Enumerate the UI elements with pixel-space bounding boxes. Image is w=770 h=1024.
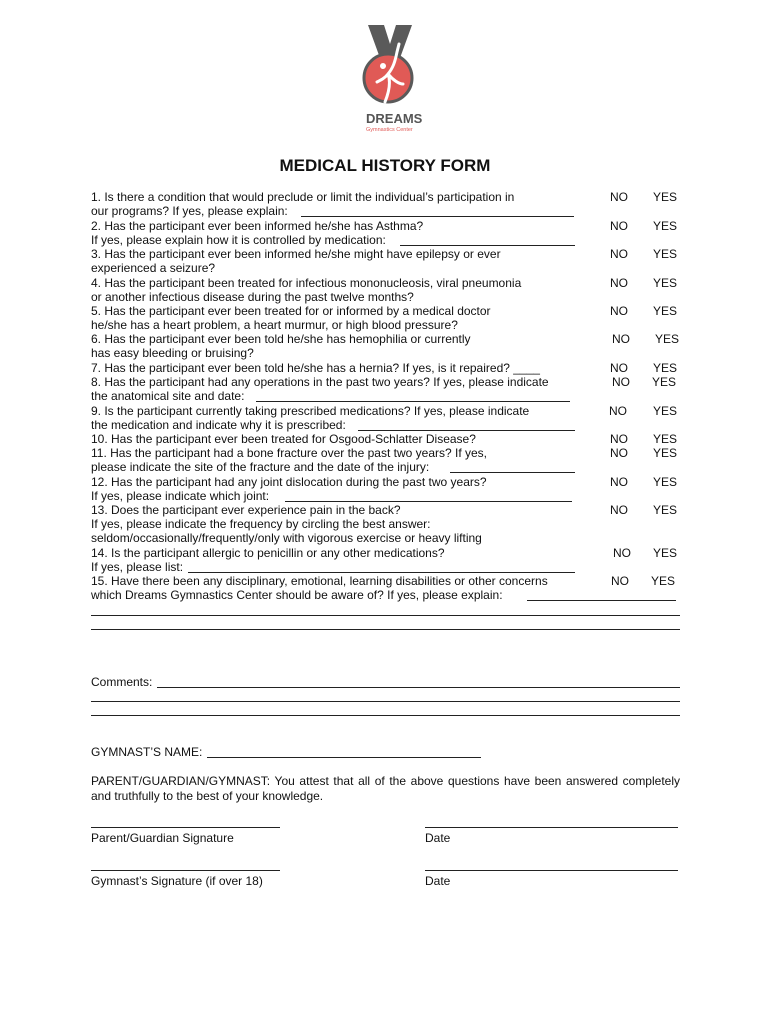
comments-line-3[interactable] <box>91 715 680 716</box>
question-12-answer-line[interactable] <box>285 501 572 502</box>
question-6-line-2: has easy bleeding or bruising? <box>91 346 254 361</box>
question-4-line-2: or another infectious disease during the past twelve months? <box>91 290 414 305</box>
question-12-line-1: 12. Has the participant had any joint dislocation during the past two years? <box>91 475 487 489</box>
question-9-yes-option[interactable]: YES <box>653 404 678 418</box>
question-1-line-2: our programs? If yes, please explain: <box>91 204 288 219</box>
question-8-line-2: the anatomical site and date: <box>91 389 245 404</box>
gymnast-name-line[interactable] <box>207 757 481 758</box>
question-10-yes-option[interactable]: YES <box>653 432 678 446</box>
question-1-no-option[interactable]: NO <box>610 190 628 204</box>
gymnast-signature-line[interactable] <box>91 870 280 871</box>
question-11-answer-line[interactable] <box>450 472 575 473</box>
comments-label: Comments: <box>91 675 153 689</box>
question-2-line-2: If yes, please explain how it is controlled by medication: <box>91 233 386 248</box>
date-label-2: Date <box>425 874 451 888</box>
question-2-line-1: 2. Has the participant ever been informed he/she has Asthma? <box>91 219 424 233</box>
question-15-answer-line[interactable] <box>527 600 676 601</box>
gymnast-signature-label: Gymnast’s Signature (if over 18) <box>91 874 263 888</box>
logo-name: DREAMS <box>366 111 423 126</box>
question-13-line-1: 13. Does the participant ever experience pain in the back? <box>91 503 401 517</box>
question-3-line-1: 3. Has the participant ever been informed he/she might have epilepsy or ever <box>91 247 501 261</box>
question-5-line-2: he/she has a heart problem, a heart murmur, or high blood pressure? <box>91 318 458 333</box>
gymnast-logo-icon <box>355 22 425 110</box>
comments-line-2[interactable] <box>91 701 680 702</box>
question-15-no-option[interactable]: NO <box>611 574 629 588</box>
question-3-yes-option[interactable]: YES <box>653 247 678 261</box>
question-12-no-option[interactable]: NO <box>610 475 628 489</box>
question-9-no-option[interactable]: NO <box>609 404 627 418</box>
question-8-line-1: 8. Has the participant had any operations in the past two years? If yes, please indicate <box>91 375 549 389</box>
question-12-yes-option[interactable]: YES <box>653 475 678 489</box>
question-7-no-option[interactable]: NO <box>610 361 628 375</box>
question-7-yes-option[interactable]: YES <box>653 361 678 375</box>
attestation-text: PARENT/GUARDIAN/GYMNAST: You attest that all of the above questions have been answered completely and truthfully to the best of your knowledge. <box>91 774 680 803</box>
question-4-yes-option[interactable]: YES <box>653 276 678 290</box>
question-1-answer-line[interactable] <box>301 216 574 217</box>
question-9-answer-line[interactable] <box>358 430 575 431</box>
explain-line-1[interactable] <box>91 615 680 616</box>
question-5-line-1: 5. Has the participant ever been treated for or informed by a medical doctor <box>91 304 491 318</box>
question-9-line-1: 9. Is the participant currently taking prescribed medications? If yes, please indicate <box>91 404 530 418</box>
question-7-line-1: 7. Has the participant ever been told he/she has a hernia? If yes, is it repaired? ____ <box>91 361 540 375</box>
question-13-line-3: seldom/occasionally/frequently/only with vigorous exercise or heavy lifting <box>91 531 482 546</box>
question-11-no-option[interactable]: NO <box>610 446 628 460</box>
question-13-line-2: If yes, please indicate the frequency by circling the best answer: <box>91 517 431 532</box>
form-title: MEDICAL HISTORY FORM <box>279 156 491 175</box>
question-1-yes-option[interactable]: YES <box>653 190 678 204</box>
question-15-line-2: which Dreams Gymnastics Center should be aware of? If yes, please explain: <box>91 588 503 603</box>
question-12-line-2: If yes, please indicate which joint: <box>91 489 270 504</box>
question-2-answer-line[interactable] <box>400 245 575 246</box>
logo-subtitle: Gymnastics Center <box>366 127 413 133</box>
question-11-yes-option[interactable]: YES <box>653 446 678 460</box>
question-4-no-option[interactable]: NO <box>610 276 628 290</box>
question-14-answer-line[interactable] <box>188 572 575 573</box>
dreams-logo <box>355 22 425 137</box>
question-2-yes-option[interactable]: YES <box>653 219 678 233</box>
question-14-line-1: 14. Is the participant allergic to penicillin or any other medications? <box>91 546 445 560</box>
comments-line-1[interactable] <box>157 687 680 688</box>
question-15-line-1: 15. Have there been any disciplinary, emotional, learning disabilities or other concerns <box>91 574 548 588</box>
question-6-line-1: 6. Has the participant ever been told he/she has hemophilia or currently <box>91 332 471 346</box>
question-8-no-option[interactable]: NO <box>612 375 630 389</box>
question-14-yes-option[interactable]: YES <box>653 546 678 560</box>
question-13-no-option[interactable]: NO <box>610 503 628 517</box>
question-14-line-2: If yes, please list: <box>91 560 184 575</box>
gymnast-name-label: GYMNAST’S NAME: <box>91 745 203 759</box>
question-10-no-option[interactable]: NO <box>610 432 628 446</box>
question-4-line-1: 4. Has the participant been treated for infectious mononucleosis, viral pneumonia <box>91 276 522 290</box>
question-5-yes-option[interactable]: YES <box>653 304 678 318</box>
question-8-yes-option[interactable]: YES <box>652 375 677 389</box>
question-8-answer-line[interactable] <box>256 401 570 402</box>
question-11-line-2: please indicate the site of the fracture and the date of the injury: <box>91 460 430 475</box>
question-1-line-1: 1. Is there a condition that would preclude or limit the individual’s participation in <box>91 190 515 204</box>
date-line-1[interactable] <box>425 827 678 828</box>
parent-signature-label: Parent/Guardian Signature <box>91 831 234 845</box>
parent-signature-line[interactable] <box>91 827 280 828</box>
question-3-line-2: experienced a seizure? <box>91 261 216 276</box>
question-5-no-option[interactable]: NO <box>610 304 628 318</box>
explain-line-2[interactable] <box>91 629 680 630</box>
question-15-yes-option[interactable]: YES <box>651 574 676 588</box>
question-10-line-1: 10. Has the participant ever been treated for Osgood-Schlatter Disease? <box>91 432 476 446</box>
question-9-line-2: the medication and indicate why it is prescribed: <box>91 418 346 433</box>
question-14-no-option[interactable]: NO <box>613 546 631 560</box>
date-label-1: Date <box>425 831 451 845</box>
question-3-no-option[interactable]: NO <box>610 247 628 261</box>
question-11-line-1: 11. Has the participant had a bone fracture over the past two years? If yes, <box>91 446 487 460</box>
question-2-no-option[interactable]: NO <box>610 219 628 233</box>
question-13-yes-option[interactable]: YES <box>653 503 678 517</box>
date-line-2[interactable] <box>425 870 678 871</box>
question-6-no-option[interactable]: NO <box>612 332 630 346</box>
question-6-yes-option[interactable]: YES <box>655 332 680 346</box>
